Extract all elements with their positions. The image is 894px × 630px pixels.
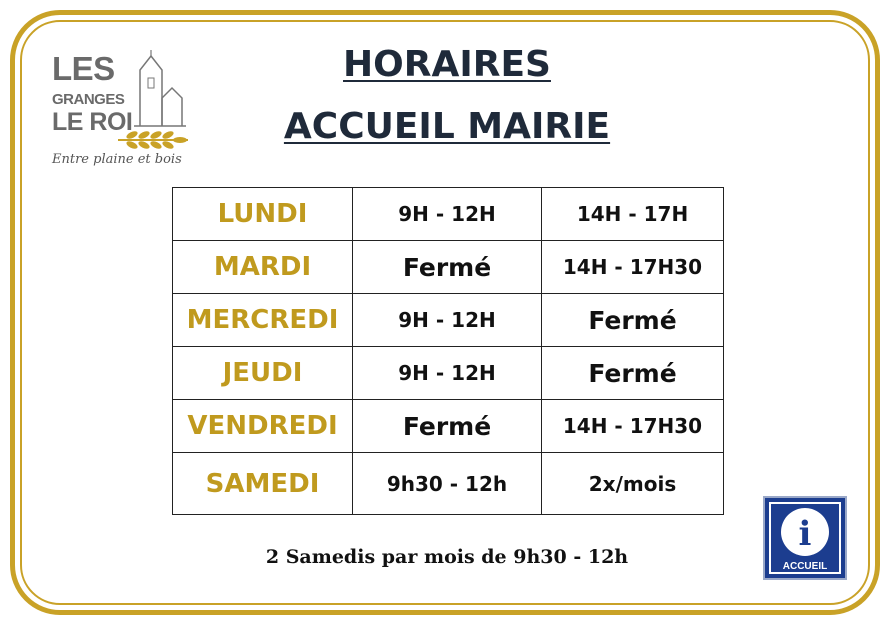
afternoon-hours-cell: Fermé [542, 294, 724, 347]
info-symbol: i [798, 514, 812, 554]
logo-line-granges: GRANGES [52, 91, 125, 108]
day-cell: VENDREDI [173, 400, 353, 453]
afternoon-hours-cell: 14H - 17H30 [542, 241, 724, 294]
morning-hours-cell: 9H - 12H [353, 294, 542, 347]
opening-hours-table [172, 187, 724, 515]
accueil-label: ACCUEIL [782, 561, 828, 572]
day-cell: JEUDI [173, 347, 353, 400]
table-row [173, 188, 724, 241]
info-icon [771, 504, 839, 558]
day-cell: LUNDI [173, 188, 353, 241]
accueil-sign-border [769, 502, 841, 574]
table-row [173, 453, 724, 515]
morning-hours-cell: 9H - 12H [353, 188, 542, 241]
table-row [173, 294, 724, 347]
table-row [173, 347, 724, 400]
afternoon-hours-cell: Fermé [542, 347, 724, 400]
morning-hours-cell: Fermé [353, 241, 542, 294]
page-title: HORAIRES [343, 44, 551, 85]
accueil-sign [763, 496, 847, 580]
morning-hours-cell: Fermé [353, 400, 542, 453]
afternoon-hours-cell: 14H - 17H30 [542, 400, 724, 453]
morning-hours-cell: 9H - 12H [353, 347, 542, 400]
afternoon-hours-cell: 2x/mois [542, 453, 724, 515]
logo-tagline: Entre plaine et bois [52, 152, 182, 167]
day-cell: MARDI [173, 241, 353, 294]
day-cell: SAMEDI [173, 453, 353, 515]
saturday-note: 2 Samedis par mois de 9h30 - 12h [265, 546, 629, 568]
morning-hours-cell: 9h30 - 12h [353, 453, 542, 515]
table-row [173, 241, 724, 294]
afternoon-hours-cell: 14H - 17H [542, 188, 724, 241]
logo-line-les: LES [52, 50, 115, 87]
day-cell: MERCREDI [173, 294, 353, 347]
page-subtitle: ACCUEIL MAIRIE [283, 106, 611, 147]
table-row [173, 400, 724, 453]
logo-line-le-roi: LE ROI [52, 108, 133, 136]
